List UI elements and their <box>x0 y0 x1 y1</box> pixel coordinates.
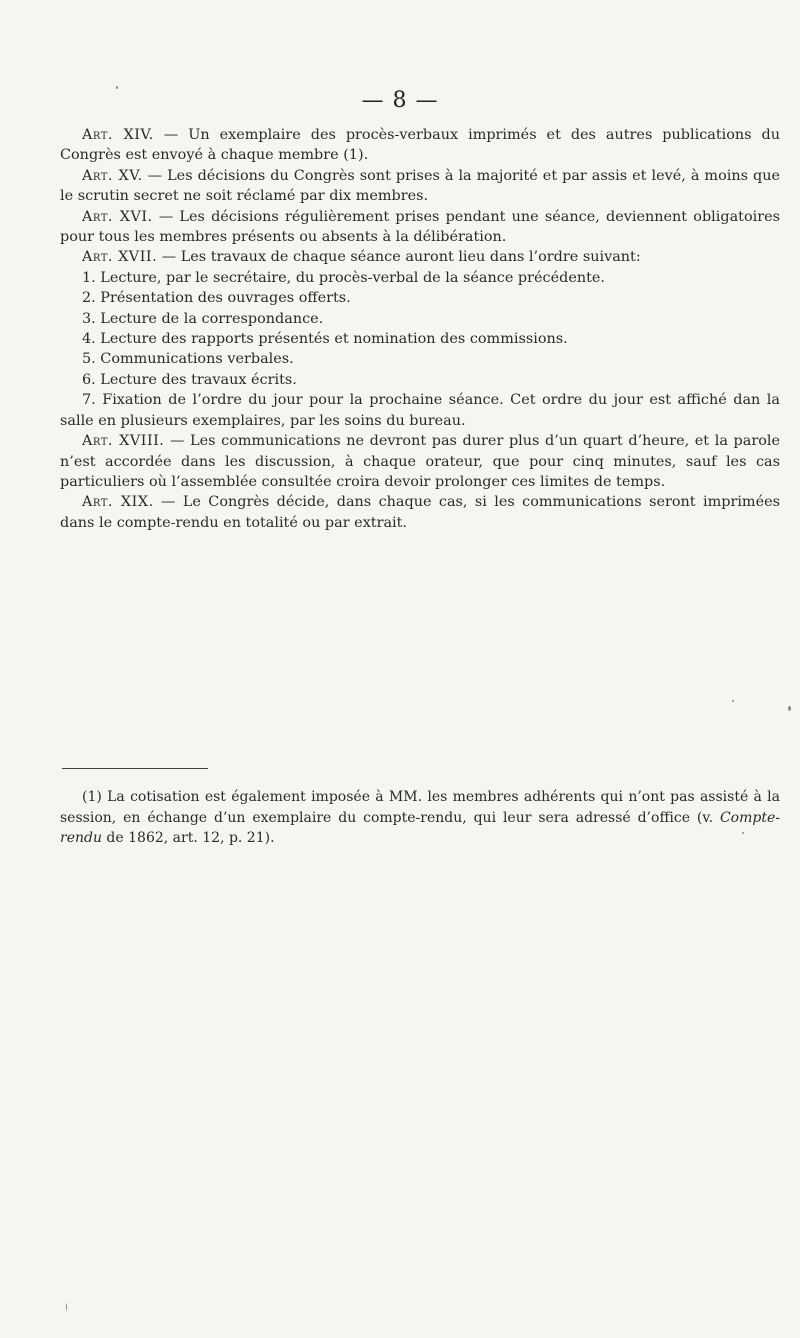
article-text: — Un exemplaire des procès-verbaux imprimés et des autres publications du Congrès est envoyé à chaque membre (1). <box>60 127 781 164</box>
article-text: — Les décisions régulièrement prises pendant une séance, deviennent obligatoires pour tous les membres présents ou absents à la délibération. <box>60 208 780 246</box>
article-paragraph <box>60 166 780 207</box>
regulations-body <box>60 125 780 533</box>
article-paragraph <box>60 431 780 492</box>
article-paragraph <box>60 492 780 533</box>
article-text: — Le Congrès décide, dans chaque cas, si les communications seront imprimées dans le compte-rendu en totalité ou par extrait. <box>60 494 780 531</box>
article-paragraph <box>60 125 780 166</box>
article-label: Art. XVI. <box>82 208 153 225</box>
footnote-citation: Compte-rendu <box>60 809 780 846</box>
order-list-item: 6. Lecture des travaux écrits. <box>82 371 297 388</box>
footnote-text-end: de 1862, art. 12, p. 21). <box>101 830 275 846</box>
article-label: Art. XIV. <box>82 127 154 143</box>
scan-speck <box>788 706 791 711</box>
order-list-item: 1. Lecture, par le secrétaire, du procès-verbal de la séance précédente. <box>82 269 605 286</box>
footnote-text: (1) La cotisation est également imposée à MM. les membres adhérents qui n’ont pas assisté à la session, en échange d’un exemplaire du compte-rendu, qui leur sera adressé d’office (v. <box>60 789 780 826</box>
article-label: Art. XVII. <box>82 249 158 266</box>
article-text: — Les décisions du Congrès sont prises à la majorité et par assis et levé, à moins que le scrutin secret ne soit réclamé par dix membres. <box>60 167 780 205</box>
scan-speck <box>116 86 118 89</box>
article-paragraph <box>60 207 780 248</box>
order-list-item: 2. Présentation des ouvrages offerts. <box>82 290 351 307</box>
order-list-item: 3. Lecture de la correspondance. <box>82 310 324 327</box>
footnote <box>60 787 780 849</box>
article-label: Art. XV. <box>82 167 143 184</box>
order-list-item: 4. Lecture des rapports présentés et nomination des commissions. <box>82 331 568 348</box>
article-text: — Les travaux de chaque séance auront lieu dans l’ordre suivant: <box>157 249 641 266</box>
article-paragraph <box>60 247 780 267</box>
article-text: — Les communications ne devront pas durer plus d’un quart d’heure, et la parole n’est accordée dans les discussion, à chaque orateur, que pour cinq minutes, sauf les cas particuliers où l’assemblée consultée croira devoir prolonger ces limites de temps. <box>60 433 780 490</box>
article-label: Art. XIX. <box>82 494 154 511</box>
page-number: — 8 — <box>361 88 439 113</box>
footnote-divider <box>62 768 208 769</box>
article-label: Art. XVIII. <box>82 433 165 450</box>
scan-speck <box>742 832 744 834</box>
scan-speck <box>66 1303 67 1311</box>
order-list-item: 7. Fixation de l’ordre du jour pour la prochaine séance. Cet ordre du jour est affiché dan la salle en plusieurs exemplaires, par les soins du bureau. <box>60 392 780 429</box>
scan-speck <box>732 700 734 702</box>
order-list-item: 5. Communications verbales. <box>82 351 294 368</box>
